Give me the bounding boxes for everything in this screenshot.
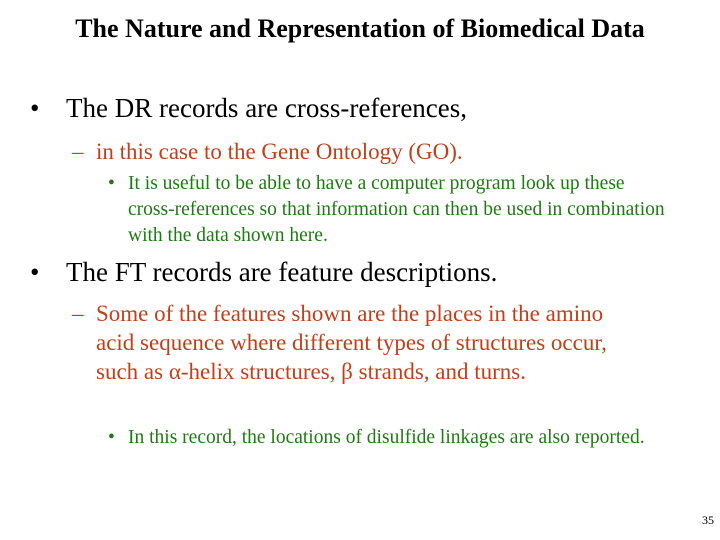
bullet-2-sub	[72, 299, 632, 386]
bullet-2-subsub	[108, 425, 668, 451]
bullet-marker: •	[30, 257, 40, 287]
bullet-1-subsub-text: It is useful to be able to have a computer program look up these cross-references so that information can then be used in combination with the data shown here.	[128, 173, 665, 246]
bullet-1-sub-text: in this case to the Gene Ontology (GO).	[96, 139, 463, 164]
page-number: 35	[702, 513, 714, 527]
bullet-marker: •	[108, 427, 115, 448]
bullet-2	[30, 256, 497, 288]
bullet-marker: •	[30, 93, 40, 123]
bullet-1-subsub	[108, 171, 668, 249]
dash-marker: –	[72, 139, 84, 164]
slide-title: The Nature and Representation of Biomedical Data	[75, 14, 645, 43]
bullet-2-text: The FT records are feature descriptions.	[66, 257, 498, 287]
bullet-1-text: The DR records are cross-references,	[66, 93, 468, 123]
bullet-marker: •	[108, 173, 115, 194]
bullet-2-subsub-text: In this record, the locations of disulfide linkages are also reported.	[128, 427, 645, 448]
bullet-1-sub	[72, 137, 632, 166]
dash-marker: –	[72, 301, 84, 326]
bullet-2-sub-text: Some of the features shown are the places in the amino acid sequence where different types of structures occur, such as α-helix structures, β strands, and turns.	[96, 301, 607, 384]
bullet-1	[30, 92, 467, 124]
